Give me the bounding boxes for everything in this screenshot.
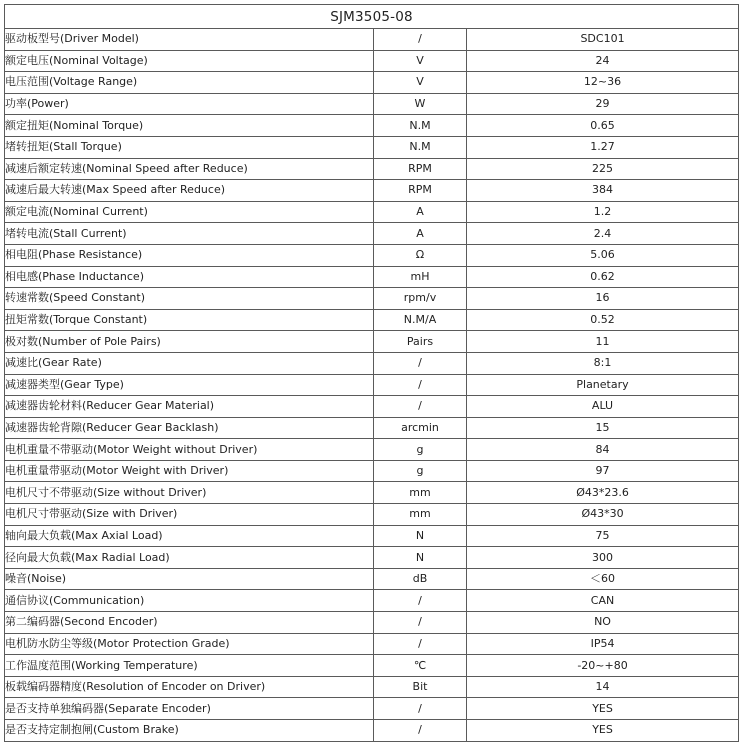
table-row <box>5 136 739 158</box>
table-row <box>5 612 739 634</box>
table-row <box>5 29 739 51</box>
param-cell: 电机重量带驱动(Motor Weight with Driver) <box>5 460 374 482</box>
unit-cell: N <box>374 525 467 547</box>
value-cell: YES <box>467 720 739 742</box>
unit-cell: N <box>374 547 467 569</box>
param-cell: 板载编码器精度(Resolution of Encoder on Driver) <box>5 676 374 698</box>
value-cell: NO <box>467 612 739 634</box>
unit-cell: ℃ <box>374 655 467 677</box>
param-cell: 是否支持单独编码器(Separate Encoder) <box>5 698 374 720</box>
param-cell: 极对数(Number of Pole Pairs) <box>5 331 374 353</box>
param-cell: 减速后额定转速(Nominal Speed after Reduce) <box>5 158 374 180</box>
param-cell: 轴向最大负载(Max Axial Load) <box>5 525 374 547</box>
value-cell: 2.4 <box>467 223 739 245</box>
value-cell: 97 <box>467 460 739 482</box>
param-cell: 通信协议(Communication) <box>5 590 374 612</box>
table-row <box>5 698 739 720</box>
value-cell: 5.06 <box>467 244 739 266</box>
unit-cell: dB <box>374 568 467 590</box>
value-cell: 16 <box>467 288 739 310</box>
value-cell: 24 <box>467 50 739 72</box>
unit-cell: RPM <box>374 158 467 180</box>
unit-cell: A <box>374 223 467 245</box>
table-row <box>5 72 739 94</box>
param-cell: 是否支持定制抱闸(Custom Brake) <box>5 720 374 742</box>
table-row <box>5 93 739 115</box>
value-cell: Planetary <box>467 374 739 396</box>
param-cell: 径向最大负载(Max Radial Load) <box>5 547 374 569</box>
table-row <box>5 633 739 655</box>
table-row <box>5 244 739 266</box>
table-row <box>5 720 739 742</box>
value-cell: CAN <box>467 590 739 612</box>
unit-cell: Pairs <box>374 331 467 353</box>
table-row <box>5 309 739 331</box>
value-cell: -20~+80 <box>467 655 739 677</box>
unit-cell: g <box>374 460 467 482</box>
param-cell: 第二编码器(Second Encoder) <box>5 612 374 634</box>
param-cell: 减速后最大转速(Max Speed after Reduce) <box>5 180 374 202</box>
value-cell: ALU <box>467 396 739 418</box>
table-row <box>5 288 739 310</box>
value-cell: 1.27 <box>467 136 739 158</box>
param-cell: 堵转电流(Stall Current) <box>5 223 374 245</box>
param-cell: 工作温度范围(Working Temperature) <box>5 655 374 677</box>
value-cell: ＜60 <box>467 568 739 590</box>
spec-body <box>5 29 739 742</box>
spec-table <box>4 4 739 742</box>
table-row <box>5 676 739 698</box>
value-cell: YES <box>467 698 739 720</box>
param-cell: 电压范围(Voltage Range) <box>5 72 374 94</box>
unit-cell: arcmin <box>374 417 467 439</box>
table-row <box>5 547 739 569</box>
unit-cell: mm <box>374 482 467 504</box>
param-cell: 额定电流(Nominal Current) <box>5 201 374 223</box>
unit-cell: / <box>374 698 467 720</box>
table-row <box>5 180 739 202</box>
unit-cell: / <box>374 612 467 634</box>
param-cell: 额定电压(Nominal Voltage) <box>5 50 374 72</box>
unit-cell: V <box>374 50 467 72</box>
unit-cell: W <box>374 93 467 115</box>
table-row <box>5 482 739 504</box>
value-cell: 300 <box>467 547 739 569</box>
param-cell: 噪音(Noise) <box>5 568 374 590</box>
unit-cell: g <box>374 439 467 461</box>
param-cell: 电机重量不带驱动(Motor Weight without Driver) <box>5 439 374 461</box>
value-cell: 11 <box>467 331 739 353</box>
value-cell: 84 <box>467 439 739 461</box>
value-cell: 12~36 <box>467 72 739 94</box>
unit-cell: / <box>374 396 467 418</box>
param-cell: 电机尺寸不带驱动(Size without Driver) <box>5 482 374 504</box>
value-cell: 225 <box>467 158 739 180</box>
value-cell: 8:1 <box>467 352 739 374</box>
unit-cell: N.M <box>374 115 467 137</box>
unit-cell: mH <box>374 266 467 288</box>
table-row <box>5 590 739 612</box>
unit-cell: / <box>374 720 467 742</box>
table-row <box>5 266 739 288</box>
value-cell: 75 <box>467 525 739 547</box>
param-cell: 堵转扭矩(Stall Torque) <box>5 136 374 158</box>
unit-cell: Bit <box>374 676 467 698</box>
value-cell: Ø43*23.6 <box>467 482 739 504</box>
param-cell: 功率(Power) <box>5 93 374 115</box>
table-row <box>5 460 739 482</box>
unit-cell: Ω <box>374 244 467 266</box>
param-cell: 电机防水防尘等级(Motor Protection Grade) <box>5 633 374 655</box>
title-row <box>5 5 739 29</box>
table-row <box>5 655 739 677</box>
unit-cell: / <box>374 352 467 374</box>
param-cell: 减速比(Gear Rate) <box>5 352 374 374</box>
unit-cell: / <box>374 374 467 396</box>
value-cell: 29 <box>467 93 739 115</box>
param-cell: 减速器齿轮材料(Reducer Gear Material) <box>5 396 374 418</box>
value-cell: 0.65 <box>467 115 739 137</box>
unit-cell: A <box>374 201 467 223</box>
value-cell: 15 <box>467 417 739 439</box>
param-cell: 扭矩常数(Torque Constant) <box>5 309 374 331</box>
param-cell: 减速器类型(Gear Type) <box>5 374 374 396</box>
value-cell: 14 <box>467 676 739 698</box>
table-row <box>5 115 739 137</box>
value-cell: IP54 <box>467 633 739 655</box>
table-title: SJM3505-08 <box>5 5 739 29</box>
param-cell: 减速器齿轮背隙(Reducer Gear Backlash) <box>5 417 374 439</box>
unit-cell: / <box>374 633 467 655</box>
unit-cell: N.M/A <box>374 309 467 331</box>
unit-cell: mm <box>374 504 467 526</box>
table-row <box>5 396 739 418</box>
table-row <box>5 158 739 180</box>
value-cell: 1.2 <box>467 201 739 223</box>
param-cell: 转速常数(Speed Constant) <box>5 288 374 310</box>
unit-cell: / <box>374 29 467 51</box>
table-row <box>5 201 739 223</box>
param-cell: 驱动板型号(Driver Model) <box>5 29 374 51</box>
param-cell: 相电阻(Phase Resistance) <box>5 244 374 266</box>
table-row <box>5 568 739 590</box>
table-row <box>5 331 739 353</box>
value-cell: SDC101 <box>467 29 739 51</box>
value-cell: 384 <box>467 180 739 202</box>
table-row <box>5 439 739 461</box>
value-cell: Ø43*30 <box>467 504 739 526</box>
unit-cell: rpm/v <box>374 288 467 310</box>
spec-sheet <box>4 4 738 742</box>
unit-cell: RPM <box>374 180 467 202</box>
table-row <box>5 417 739 439</box>
param-cell: 额定扭矩(Nominal Torque) <box>5 115 374 137</box>
table-row <box>5 223 739 245</box>
unit-cell: N.M <box>374 136 467 158</box>
table-row <box>5 504 739 526</box>
table-row <box>5 352 739 374</box>
value-cell: 0.52 <box>467 309 739 331</box>
table-row <box>5 525 739 547</box>
param-cell: 电机尺寸带驱动(Size with Driver) <box>5 504 374 526</box>
param-cell: 相电感(Phase Inductance) <box>5 266 374 288</box>
table-row <box>5 374 739 396</box>
unit-cell: / <box>374 590 467 612</box>
value-cell: 0.62 <box>467 266 739 288</box>
table-row <box>5 50 739 72</box>
unit-cell: V <box>374 72 467 94</box>
